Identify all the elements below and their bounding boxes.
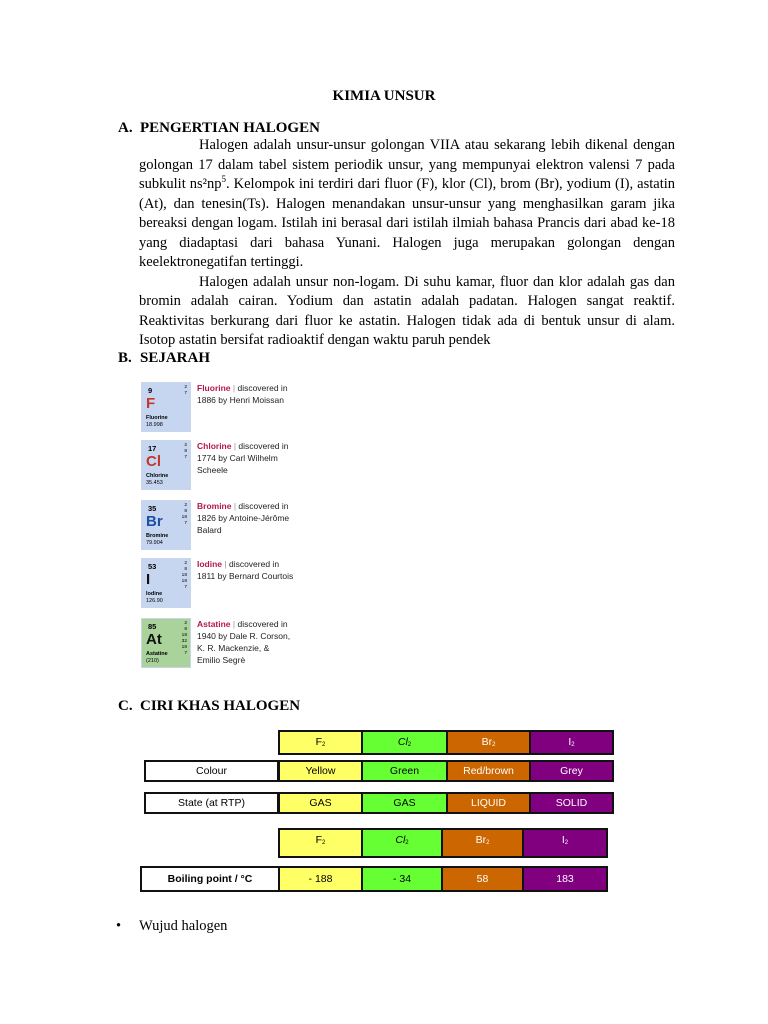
boiling-point-br2: 58	[441, 866, 524, 892]
discovery-text: Bromine | discovered in 1826 by Antoine-Jérôme Balard	[197, 501, 290, 535]
electron-shells: 2 8 18 7	[181, 503, 187, 526]
table2-header-cl2: Cl $_2$	[361, 828, 443, 858]
electron-shells: 2 8 7	[184, 443, 187, 460]
atomic-mass: 126.90	[146, 598, 163, 604]
element-symbol: Cl	[146, 453, 161, 470]
discovery-text: Iodine | discovered in 1811 by Bernard Courtois	[197, 559, 294, 581]
section-a-label: PENGERTIAN HALOGEN	[140, 120, 320, 136]
paragraph-2: Halogen adalah unsur non-logam. Di suhu kamar, fluor dan klor adalah gas dan bromin adalah cairan. Yodium dan astatin adalah padatan. Halogen sangat reaktif. Reaktivitas berkurang dari fluor ke astatin. Halogen tidak ada di bentuk unsur di alam. Isotop astatin bersifat radioaktif dengan waktu paruh pendek	[139, 273, 675, 348]
discovery-line: 1886 by Henri Moissan	[197, 395, 284, 405]
section-a-number: A.	[118, 120, 133, 136]
discovery-line: Scheele	[197, 465, 228, 475]
colour-row-label: Colour	[144, 760, 279, 782]
electron-shells: 2 8 18 32 18 7	[181, 621, 187, 656]
boiling-point-i2: 183	[522, 866, 608, 892]
section-c-number: C.	[118, 698, 133, 714]
atomic-mass: (210)	[146, 658, 159, 664]
colour-f2: Yellow	[278, 760, 363, 782]
discovery-line: K. R. Mackenzie, &	[197, 643, 270, 653]
bullet-item	[116, 918, 227, 935]
boiling-point-row-label: Boiling point / °C	[140, 866, 280, 892]
atomic-number: 53	[148, 562, 157, 571]
colour-i2: Grey	[529, 760, 614, 782]
element-tile	[141, 558, 191, 608]
table2-header-f2: F $_2$	[278, 828, 363, 858]
element-symbol: F	[146, 395, 156, 412]
discovery-line: 1826 by Antoine-Jérôme	[197, 513, 290, 523]
state-cl2: GAS	[361, 792, 448, 814]
electron-shells: 2 7	[184, 385, 187, 396]
atomic-number: 9	[148, 386, 153, 395]
discovery-text: Fluorine | discovered in 1886 by Henri Moissan	[197, 383, 288, 405]
bullet-dot: •	[116, 918, 122, 934]
element-name: Chlorine	[197, 441, 232, 451]
state-f2: GAS	[278, 792, 363, 814]
bullet-text: Wujud halogen	[139, 918, 228, 934]
state-row-label: State (at RTP)	[144, 792, 279, 814]
table1-header-f2: F $_2$	[278, 730, 363, 755]
boiling-point-cl2: - 34	[361, 866, 443, 892]
element-symbol: Br	[146, 513, 163, 530]
discovery-line: Emilio Segrè	[197, 655, 246, 665]
section-b-heading	[118, 350, 210, 367]
element-tile-name: Chlorine	[146, 473, 169, 479]
table1-header-br2: Br $_2$	[446, 730, 531, 755]
element-name: Bromine	[197, 501, 232, 511]
section-c-label: CIRI KHAS HALOGEN	[140, 698, 301, 714]
element-name: Iodine	[197, 559, 223, 569]
element-tile	[141, 618, 191, 668]
atomic-mass: 35.453	[146, 480, 163, 486]
element-tile	[141, 382, 191, 432]
element-tile-name: Iodine	[146, 591, 163, 597]
state-br2: LIQUID	[446, 792, 531, 814]
discovery-text: Chlorine | discovered in 1774 by Carl Wilhelm Scheele	[197, 441, 289, 475]
element-tile	[141, 440, 191, 490]
colour-br2: Red/brown	[446, 760, 531, 782]
section-b-label: SEJARAH	[140, 350, 211, 366]
colour-cl2: Green	[361, 760, 448, 782]
page-title: KIMIA UNSUR	[332, 88, 436, 104]
paragraph-1: Halogen adalah unsur-unsur golongan VIIA atau sekarang lebih dikenal dengan golongan 17 dalam tabel sistem periodik unsur, yang mempunyai elektron valensi 7 pada subkulit $ns^2np^5$. Kelompok ini terdiri dari fluor (F), klor (Cl), brom (Br), yodium (I), astatin (At), dan tenesin(Ts). Halogen menandakan unsur-unsur yang menghasilkan garam jika bereaksi dengan logam. Istilah ini berasal dari istilah ilmiah bahasa Prancis dari abad ke-18 yang diadaptasi dari bahasa Yunani. Halogen juga merupakan golongan dengan keelektronegatifan tertinggi.	[139, 137, 675, 270]
section-a-body	[139, 136, 675, 351]
boiling-point-f2: - 188	[278, 866, 363, 892]
section-b-number: B.	[118, 350, 132, 366]
element-name: Fluorine	[197, 383, 231, 393]
atomic-number: 85	[148, 622, 157, 631]
table1-header-cl2: Cl $_2$	[361, 730, 448, 755]
table1-header-i2: I $_2$	[529, 730, 614, 755]
section-c-heading	[118, 698, 300, 715]
discovery-line: 1940 by Dale R. Corson,	[197, 631, 291, 641]
element-name: Astatine	[197, 619, 231, 629]
atomic-mass: 79.904	[146, 540, 163, 546]
atomic-number: 17	[148, 444, 157, 453]
table2-header-i2: I $_2$	[522, 828, 608, 858]
table2-header-br2: Br $_2$	[441, 828, 524, 858]
element-tile-name: Bromine	[146, 533, 169, 539]
section-a-heading	[118, 120, 320, 137]
element-tile	[141, 500, 191, 550]
discovery-line: Balard	[197, 525, 222, 535]
discovery-text: Astatine | discovered in 1940 by Dale R. Corson, K. R. Mackenzie, & Emilio Segrè	[197, 619, 291, 665]
discovery-line: 1811 by Bernard Courtois	[197, 571, 294, 581]
atomic-mass: 18.998	[146, 422, 163, 428]
atomic-number: 35	[148, 504, 157, 513]
element-tile-name: Astatine	[146, 651, 168, 657]
element-tile-name: Fluorine	[146, 415, 168, 421]
electron-shells: 2 8 18 18 7	[181, 561, 187, 590]
element-symbol: At	[146, 631, 162, 648]
element-symbol: I	[146, 571, 151, 588]
discovery-line: 1774 by Carl Wilhelm	[197, 453, 278, 463]
state-i2: SOLID	[529, 792, 614, 814]
